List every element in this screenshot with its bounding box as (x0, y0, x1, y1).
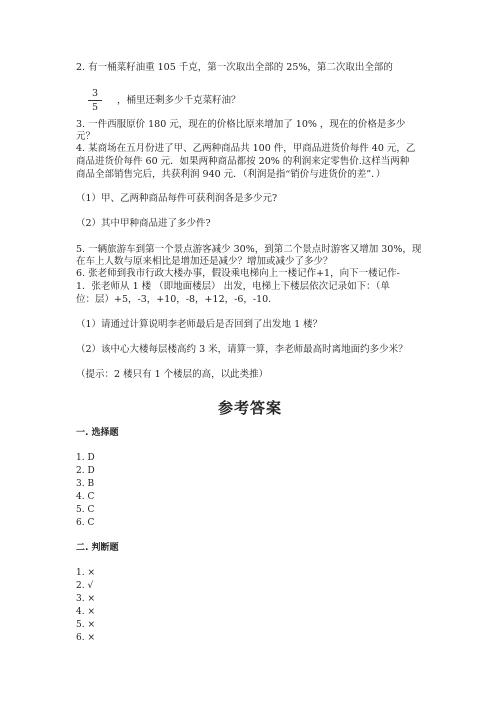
answer-key-title: 参考答案 (217, 399, 282, 417)
question-6-sub-2: （2）该中心大楼每层楼高约 3 米，请算一算，李老师最高时离地面约多少米？ (76, 344, 408, 355)
fraction-denominator: 5 (91, 102, 99, 113)
judge-answer-4: 4. × (76, 607, 95, 617)
question-4-text-cont: 商品进货价每件 60 元．如果两种商品都按 20% 的利润来定零售价.这样当两种 (76, 156, 410, 167)
judge-answer-6: 6. × (76, 633, 95, 643)
question-4-text-cont2: 商品全部销售完后，共获利润 940 元．（利润是指“销价与进货价的差”．） (76, 169, 386, 180)
judge-answer-3: 3. × (76, 594, 95, 604)
fraction-numerator: 3 (88, 88, 102, 101)
choice-answer-2: 2. D (76, 466, 95, 476)
question-6-text: 6. 张老师到我市行政大楼办事，假设乘电梯向上一楼记作+1，向下一楼记作- (76, 268, 400, 279)
question-6-text-cont: 1．张老师从 1 楼 （即地面楼层） 出发，电梯上下楼层依次记录如下：（单 (76, 281, 390, 292)
fraction-three-fifths (88, 88, 102, 113)
question-4-text: 4. 某商场在五月份进了甲、乙两种商品共 100 件，甲商品进货价每件 40 元，乙 (76, 143, 416, 154)
judge-answer-5: 5. × (76, 620, 95, 630)
choice-answer-3: 3. B (76, 479, 95, 489)
section-judge-title: 二. 判断题 (76, 543, 119, 553)
question-6-text-cont2: 位：层）+5，-3，+10，-8，+12，-6，-10. (76, 294, 272, 305)
choice-answer-6: 6. C (76, 518, 95, 528)
question-3-text-cont: 元？ (76, 131, 96, 142)
section-choice-title: 一. 选择题 (76, 428, 119, 438)
question-3-text: 3. 一件西服原价 180 元，现在的价格比原来增加了 10% ，现在的价格是多少 (76, 119, 406, 130)
judge-answer-2: 2. √ (76, 581, 94, 591)
choice-answer-1: 1. D (76, 453, 95, 463)
question-2-text: 2. 有一桶菜籽油重 105 千克，第一次取出全部的 25%，第二次取出全部的 (76, 62, 393, 73)
question-5-text-cont: 在车上人数与原来相比是增加还是减少？增加或减少了多少？ (76, 256, 333, 267)
judge-answer-1: 1. × (76, 568, 95, 578)
question-2-continuation: ，桶里还剩多少千克菜籽油？ (117, 95, 241, 106)
question-4-sub-2: （2）其中甲种商品进了多少件? (76, 218, 211, 229)
choice-answer-4: 4. C (76, 492, 95, 502)
question-5-text: 5. 一辆旅游车到第一个景点游客减少 30%，到第二个景点时游客又增加 30%，现 (76, 244, 422, 255)
question-6-sub-1: （1）请通过计算说明李老师最后是否回到了出发地 1 楼？ (76, 319, 323, 330)
question-4-sub-1: （1）甲、乙两种商品每件可获利润各是多少元? (76, 193, 278, 204)
question-6-hint: （提示：2 楼只有 1 个楼层的高，以此类推） (76, 369, 269, 380)
choice-answer-5: 5. C (76, 505, 95, 515)
